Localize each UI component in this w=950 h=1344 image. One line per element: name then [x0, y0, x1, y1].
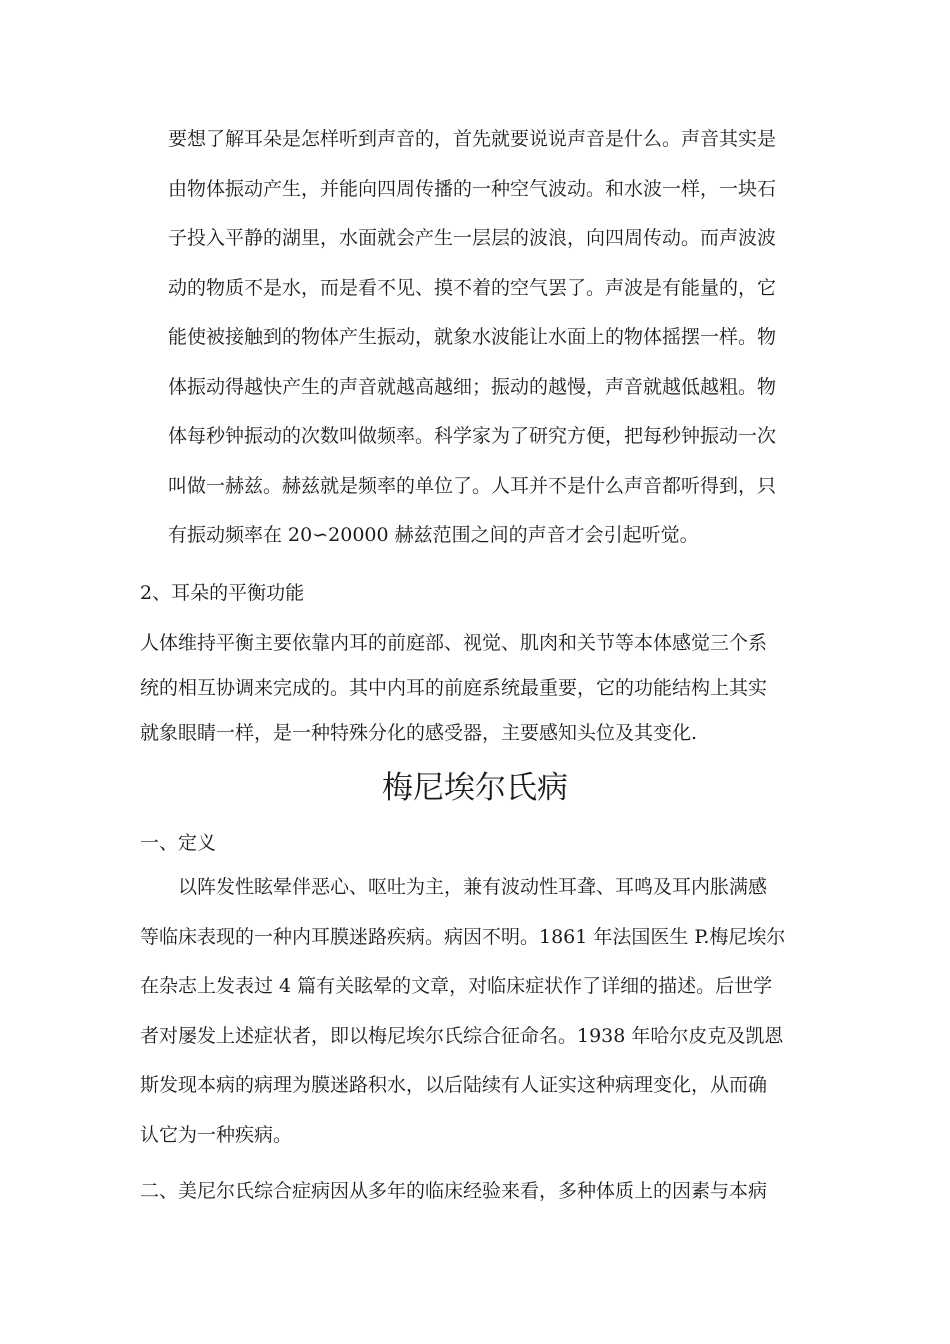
text-line: 叫做一赫兹。赫兹就是频率的单位了。人耳并不是什么声音都听得到，只	[168, 474, 777, 497]
text-line: 子投入平静的湖里，水面就会产生一层层的波浪，向四周传动。而声波波	[168, 227, 777, 249]
text-line: 者对屡发上述症状者，即以梅尼埃尔氏综合征命名。1938 年哈尔皮克及凯恩	[140, 1024, 784, 1047]
section-heading-balance: 2、耳朵的平衡功能	[140, 582, 305, 604]
text-line: 就象眼睛一样，是一种特殊分化的感受器，主要感知头位及其变化.	[140, 722, 698, 744]
text-line: 等临床表现的一种内耳膜迷路疾病。病因不明。1861 年法国医生 P.梅尼埃尔	[140, 925, 786, 948]
text-line: 由物体振动产生，并能向四周传播的一种空气波动。和水波一样，一块石	[168, 177, 777, 200]
page-title: 梅尼埃尔氏病	[382, 770, 568, 806]
text-line: 有振动频率在 20∽20000 赫兹范围之间的声音才会引起听觉。	[168, 524, 699, 546]
section-heading-definition: 一、定义	[140, 832, 217, 854]
section-heading-cause: 二、美尼尔氏综合症病因从多年的临床经验来看，多种体质上的因素与本病	[140, 1180, 768, 1202]
text-line: 体每秒钟振动的次数叫做频率。科学家为了研究方便，把每秒钟振动一次	[168, 425, 777, 447]
text-line: 要想了解耳朵是怎样听到声音的，首先就要说说声音是什么。声音其实是	[168, 128, 777, 150]
text-line: 统的相互协调来完成的。其中内耳的前庭系统最重要，它的功能结构上其实	[140, 677, 768, 699]
text-line: 动的物质不是水，而是看不见、摸不着的空气罢了。声波是有能量的，它	[168, 276, 777, 299]
text-line: 以阵发性眩晕伴恶心、呕吐为主，兼有波动性耳聋、耳鸣及耳内胀满感	[178, 876, 768, 898]
text-line: 认它为一种疾病。	[140, 1123, 293, 1146]
text-line: 在杂志上发表过 4 篇有关眩晕的文章，对临床症状作了详细的描述。后世学	[140, 975, 773, 997]
text-line: 斯发现本病的病理为膜迷路积水，以后陆续有人证实这种病理变化，从而确	[140, 1074, 768, 1096]
text-line: 人体维持平衡主要依靠内耳的前庭部、视觉、肌肉和关节等本体感觉三个系	[140, 632, 768, 654]
text-line: 体振动得越快产生的声音就越高越细；振动的越慢，声音就越低越粗。物	[168, 375, 777, 398]
text-line: 能使被接触到的物体产生振动，就象水波能让水面上的物体摇摆一样。物	[168, 326, 777, 348]
